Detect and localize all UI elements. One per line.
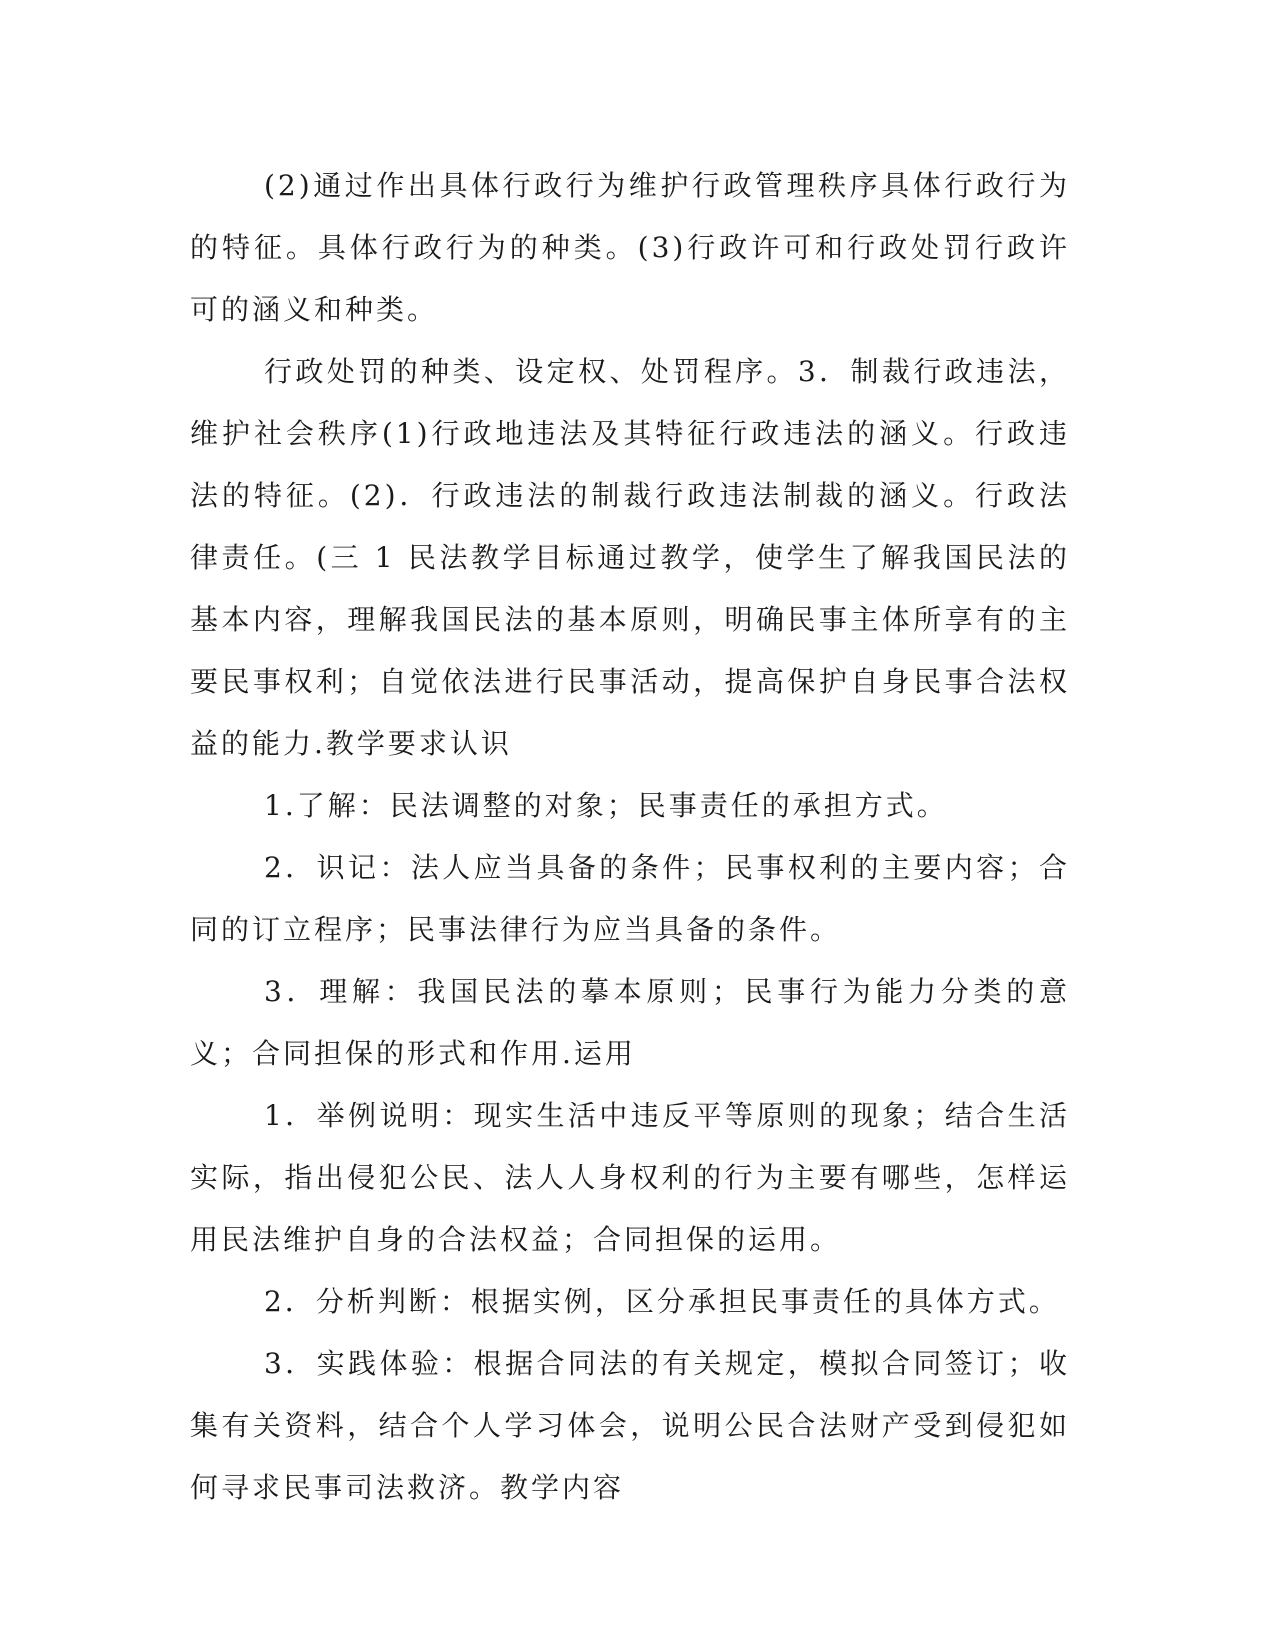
paragraph-5: 3．理解：我国民法的摹本原则；民事行为能力分类的意义；合同担保的形式和作用.运用 xyxy=(190,975,1070,1070)
paragraph-3: 1.了解：民法调整的对象；民事责任的承担方式。 xyxy=(264,789,948,822)
paragraph-8: 3．实践体验：根据合同法的有关规定，模拟合同签订；收集有关资料，结合个人学习体会，说明公民合法财产受到侵犯如何寻求民事司法救济。教学内容 xyxy=(190,1347,1070,1504)
paragraph-2: 行政处罚的种类、设定权、处罚程序。3．制裁行政违法，维护社会秩序(1)行政地违法及其特征行政违法的涵义。行政违法的特征。(2)．行政违法的制裁行政违法制裁的涵义。行政法律责任。(三 1 民法教学目标通过教学，使学生了解我国民法的基本内容，理解我国民法的基本原则，明确民事主体所享有的主要民事权利；自觉依法进行民事活动，提高保护自身民事合法权益的能力.教学要求认识 xyxy=(190,355,1070,760)
document-body xyxy=(190,155,1070,1519)
paragraph-6: 1．举例说明：现实生活中违反平等原则的现象；结合生活实际，指出侵犯公民、法人人身权利的行为主要有哪些，怎样运用民法维护自身的合法权益；合同担保的运用。 xyxy=(190,1099,1070,1256)
paragraph-1: (2)通过作出具体行政行为维护行政管理秩序具体行政行为的特征。具体行政行为的种类。(3)行政许可和行政处罚行政许可的涵义和种类。 xyxy=(190,169,1070,326)
paragraph-4: 2．识记：法人应当具备的条件；民事权利的主要内容；合同的订立程序；民事法律行为应当具备的条件。 xyxy=(190,851,1070,946)
paragraph-7: 2．分析判断：根据实例，区分承担民事责任的具体方式。 xyxy=(264,1285,1060,1318)
